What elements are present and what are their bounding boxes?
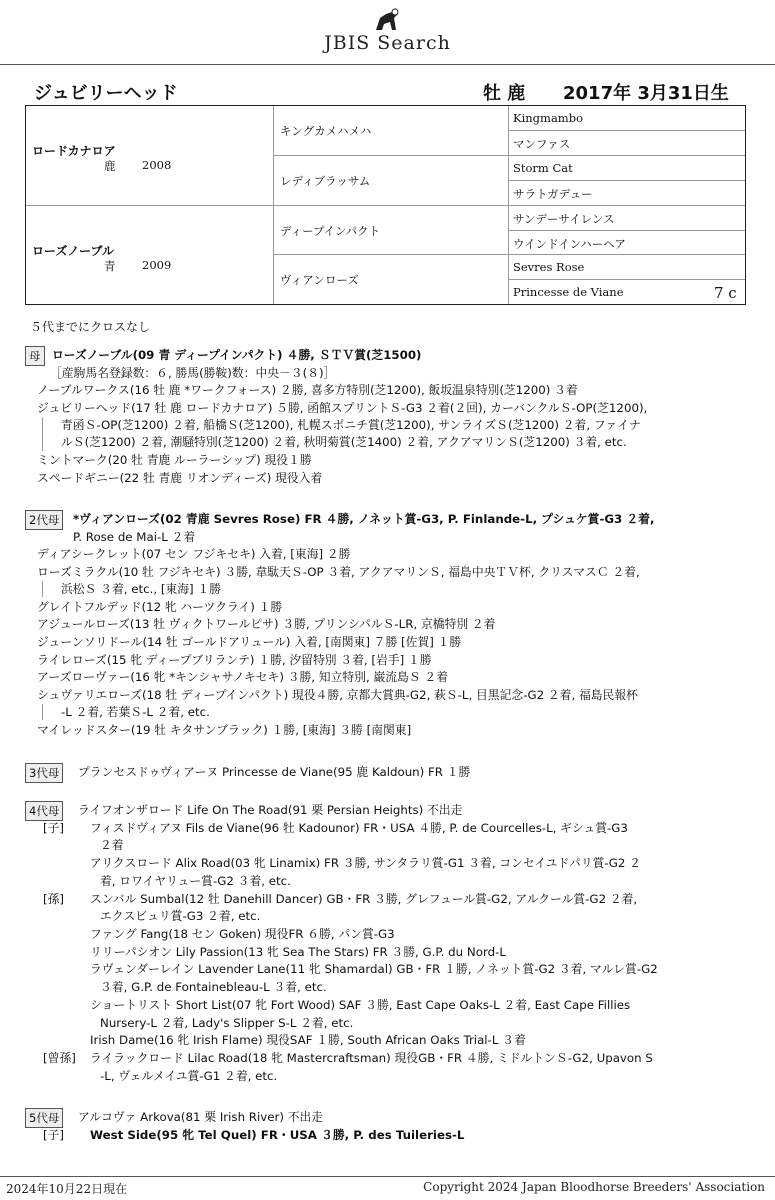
gen3-cell-3[interactable]: Storm Cat (509, 156, 745, 181)
line-12[interactable]: ローズミラクル(10 牡 フジキセキ) ３勝, 韋駄天Ｓ-OP ３着, アクアマリンＳ, 福島中央ＴＶ杯, クリスマスＣ ２着, (37, 565, 640, 579)
dam-year: 2009 (142, 258, 172, 272)
sire-year: 2008 (142, 158, 172, 172)
line-28[interactable]: スンバル Sumbal(12 牡 Danehill Dancer) GB・FR ３勝, グレフュール賞-G2, アルクール賞-G2 ２着, (90, 892, 638, 906)
dam-name[interactable]: ローズノーブル (32, 244, 114, 258)
indent-bar (42, 417, 43, 451)
line-4[interactable]: ジュビリーヘッド(17 牡 鹿 ロードカナロア) ５勝, 函館スプリントＳ-G3 ２着(２回), カーバンクルＳ-OP(芝1200), (37, 401, 648, 415)
logo-text: JBIS Search (324, 32, 451, 54)
line-16[interactable]: ジューンソリドール(14 牡 ゴールドアリュール) 入着, [南関東] ７勝 [佐賀] １勝 (37, 635, 462, 649)
header-divider (0, 64, 775, 65)
sire-cell[interactable] (26, 106, 274, 206)
line-36[interactable]: Irish Dame(16 牝 Irish Flame) 現役SAF １勝, South African Oaks Trial-L ３着 (90, 1033, 526, 1047)
tag-dam: 母 (25, 346, 45, 366)
line-40[interactable]: West Side(95 牝 Tel Quel) FR・USA ３勝, P. des Tuileries-L (90, 1128, 465, 1142)
line-33: ３着, G.P. de Fontainebleau-L ３着, etc. (100, 980, 327, 994)
line-3[interactable]: ノーブルワークス(16 牡 鹿 *ワークフォース) ２勝, 喜多方特別(芝1200), 飯坂温泉特別(芝1200) ３着 (37, 383, 578, 397)
line-37[interactable]: ライラックロード Lilac Road(18 牝 Mastercraftsman) 現役GB・FR ４勝, ミドルトンＳ-G2, Upavon S (90, 1051, 653, 1065)
line-20: -L ２着, 若葉Ｓ-L ２着, etc. (61, 705, 210, 719)
line-11[interactable]: ディアシークレット(07 セン フジキセキ) 入着, [東海] ２勝 (37, 547, 351, 561)
footer-copyright: Copyright 2024 Japan Bloodhorse Breeders' Association (423, 1180, 765, 1194)
gen2-cell-2[interactable]: レディブラッサム (274, 156, 509, 206)
line-14[interactable]: グレイトフルデッド(12 牝 ハーツクライ) １勝 (37, 600, 283, 614)
gen3-cell-2[interactable]: マンファス (509, 131, 745, 156)
footer-date: 2024年10月22日現在 (6, 1182, 128, 1196)
line-34[interactable]: ショートリスト Short List(07 牝 Fort Wood) SAF ３勝, East Cape Oaks-L ２着, East Cape Fillies (90, 998, 631, 1012)
indent-bar (42, 581, 43, 597)
cross-note: ５代までにクロスなし (30, 320, 151, 334)
gen2-cell-1[interactable]: キングカメハメハ (274, 106, 509, 156)
rel-grandchild: [孫] (43, 892, 65, 906)
line-31[interactable]: リリーパシオン Lily Passion(13 牝 Sea The Stars) FR ３勝, G.P. du Nord-L (90, 945, 506, 959)
line-13: 浜松Ｓ ３着, etc., [東海] １勝 (61, 582, 221, 596)
tag-2nd-dam: 2代母 (25, 510, 63, 530)
sex-color: 牡 鹿 (483, 83, 526, 104)
line-6: ルＳ(芝1200) ２着, 潮騒特別(芝1200) ２着, 秋明菊賞(芝1400) ２着, アクアマリンＳ(芝1200) ３着, etc. (61, 435, 627, 449)
line-9[interactable]: *ヴィアンローズ(02 青鹿 Sevres Rose) FR ４勝, ノネット賞-G3, P. Finlande-L, プシュケ賞-G3 ２着, (73, 512, 655, 526)
birth-date: 2017年 3月31日生 (563, 83, 729, 104)
gen3-cell-5[interactable]: サンデーサイレンス (509, 206, 745, 231)
line-8[interactable]: スペードギニー(22 牡 青鹿 リオンディーズ) 現役入着 (37, 471, 323, 485)
gen3-cell-4[interactable]: サラトガデュー (509, 181, 745, 206)
indent-bar (42, 704, 43, 720)
tag-3rd-dam: 3代母 (25, 763, 63, 783)
rel-child-5: [子] (43, 1128, 65, 1142)
horse-name: ジュビリーヘッド (34, 83, 178, 104)
line-1[interactable]: ローズノーブル(09 青 ディープインパクト) ４勝, ＳＴＶ賞(芝1500) (52, 348, 422, 362)
line-2: ［産駒馬名登録数：６, 勝馬(勝鞍)数：中央－３(８)］ (50, 366, 336, 380)
line-26[interactable]: アリクスロード Alix Road(03 牝 Linamix) FR ３勝, サンタラリ賞-G1 ３着, コンセイユドパリ賞-G2 ２ (90, 856, 641, 870)
tag-5th-dam: 5代母 (25, 1108, 63, 1128)
line-25: ２着 (100, 838, 124, 852)
line-27: 着, ロワイヤリュー賞-G2 ３着, etc. (100, 874, 291, 888)
sire-color: 鹿 (104, 159, 116, 173)
line-38: -L, ヴェルメイユ賞-G1 ２着, etc. (100, 1069, 278, 1083)
line-19[interactable]: シュヴァリエローズ(18 牡 ディープインパクト) 現役４勝, 京都大賞典-G2, 萩Ｓ-L, 目黒記念-G2 ２着, 福島民報杯 (37, 688, 638, 702)
gen3-cell-7[interactable]: Sevres Rose (509, 255, 745, 280)
gen2-cell-3[interactable]: ディープインパクト (274, 206, 509, 255)
family-number: 7 c (714, 284, 737, 302)
line-21[interactable]: マイレッドスター(19 牡 キタサンブラック) １勝, [東海] ３勝 [南関東] (37, 723, 412, 737)
dam-color: 青 (104, 259, 116, 273)
line-17[interactable]: ライレローズ(15 牝 ディープブリランテ) １勝, 汐留特別 ３着, [岩手] １勝 (37, 653, 432, 667)
line-22[interactable]: プランセスドゥヴィアーヌ Princesse de Viane(95 鹿 Kaldoun) FR １勝 (78, 765, 471, 779)
footer-divider (0, 1176, 775, 1177)
line-7[interactable]: ミントマーク(20 牡 青鹿 ルーラーシップ) 現役１勝 (37, 453, 312, 467)
gen3-cell-6[interactable]: ウインドインハーヘア (509, 231, 745, 255)
line-30[interactable]: ファング Fang(18 セン Goken) 現役FR ６勝, パン賞-G3 (90, 927, 395, 941)
line-24[interactable]: フィスドヴィアヌ Fils de Viane(96 牡 Kadounor) FR・USA ４勝, P. de Courcelles-L, ギシュ賞-G3 (90, 821, 628, 835)
line-35: Nursery-L ２着, Lady's Slipper S-L ２着, etc. (100, 1016, 354, 1030)
jbis-logo[interactable] (0, 8, 775, 54)
line-5: 青函Ｓ-OP(芝1200) ２着, 船橋Ｓ(芝1200), 札幌スポニチ賞(芝1200), サンライズＳ(芝1200) ２着, ファイナ (61, 418, 641, 432)
line-23[interactable]: ライフオンザロード Life On The Road(91 栗 Persian Heights) 不出走 (78, 803, 463, 817)
tag-4th-dam: 4代母 (25, 801, 63, 821)
dam-cell[interactable] (26, 206, 274, 304)
line-10: P. Rose de Mai-L ２着 (73, 530, 196, 544)
line-39[interactable]: アルコヴァ Arkova(81 栗 Irish River) 不出走 (78, 1110, 324, 1124)
line-29: エクスビュリ賞-G3 ２着, etc. (100, 909, 261, 923)
pedigree-table (25, 105, 746, 305)
gen2-cell-4[interactable]: ヴィアンローズ (274, 255, 509, 304)
gen3-cell-8[interactable]: Princesse de Viane (513, 285, 624, 299)
horse-logo-icon (368, 8, 408, 32)
rel-great-grandchild: [曾孫] (43, 1051, 76, 1065)
gen3-cell-1[interactable]: Kingmambo (509, 106, 745, 131)
line-18[interactable]: アーズローヴァー(16 牝 *キンシャサノキセキ) ３勝, 知立特別, 巌流島Ｓ ２着 (37, 670, 449, 684)
rel-child: [子] (43, 821, 65, 835)
line-15[interactable]: アジュールローズ(13 牡 ヴィクトワールピサ) ３勝, プリンシパルＳ-LR, 京橋特別 ２着 (37, 617, 496, 631)
sire-name[interactable]: ロードカナロア (32, 144, 116, 158)
line-32[interactable]: ラヴェンダーレイン Lavender Lane(11 牝 Shamardal) GB・FR １勝, ノネット賞-G2 ３着, マルレ賞-G2 (90, 962, 658, 976)
